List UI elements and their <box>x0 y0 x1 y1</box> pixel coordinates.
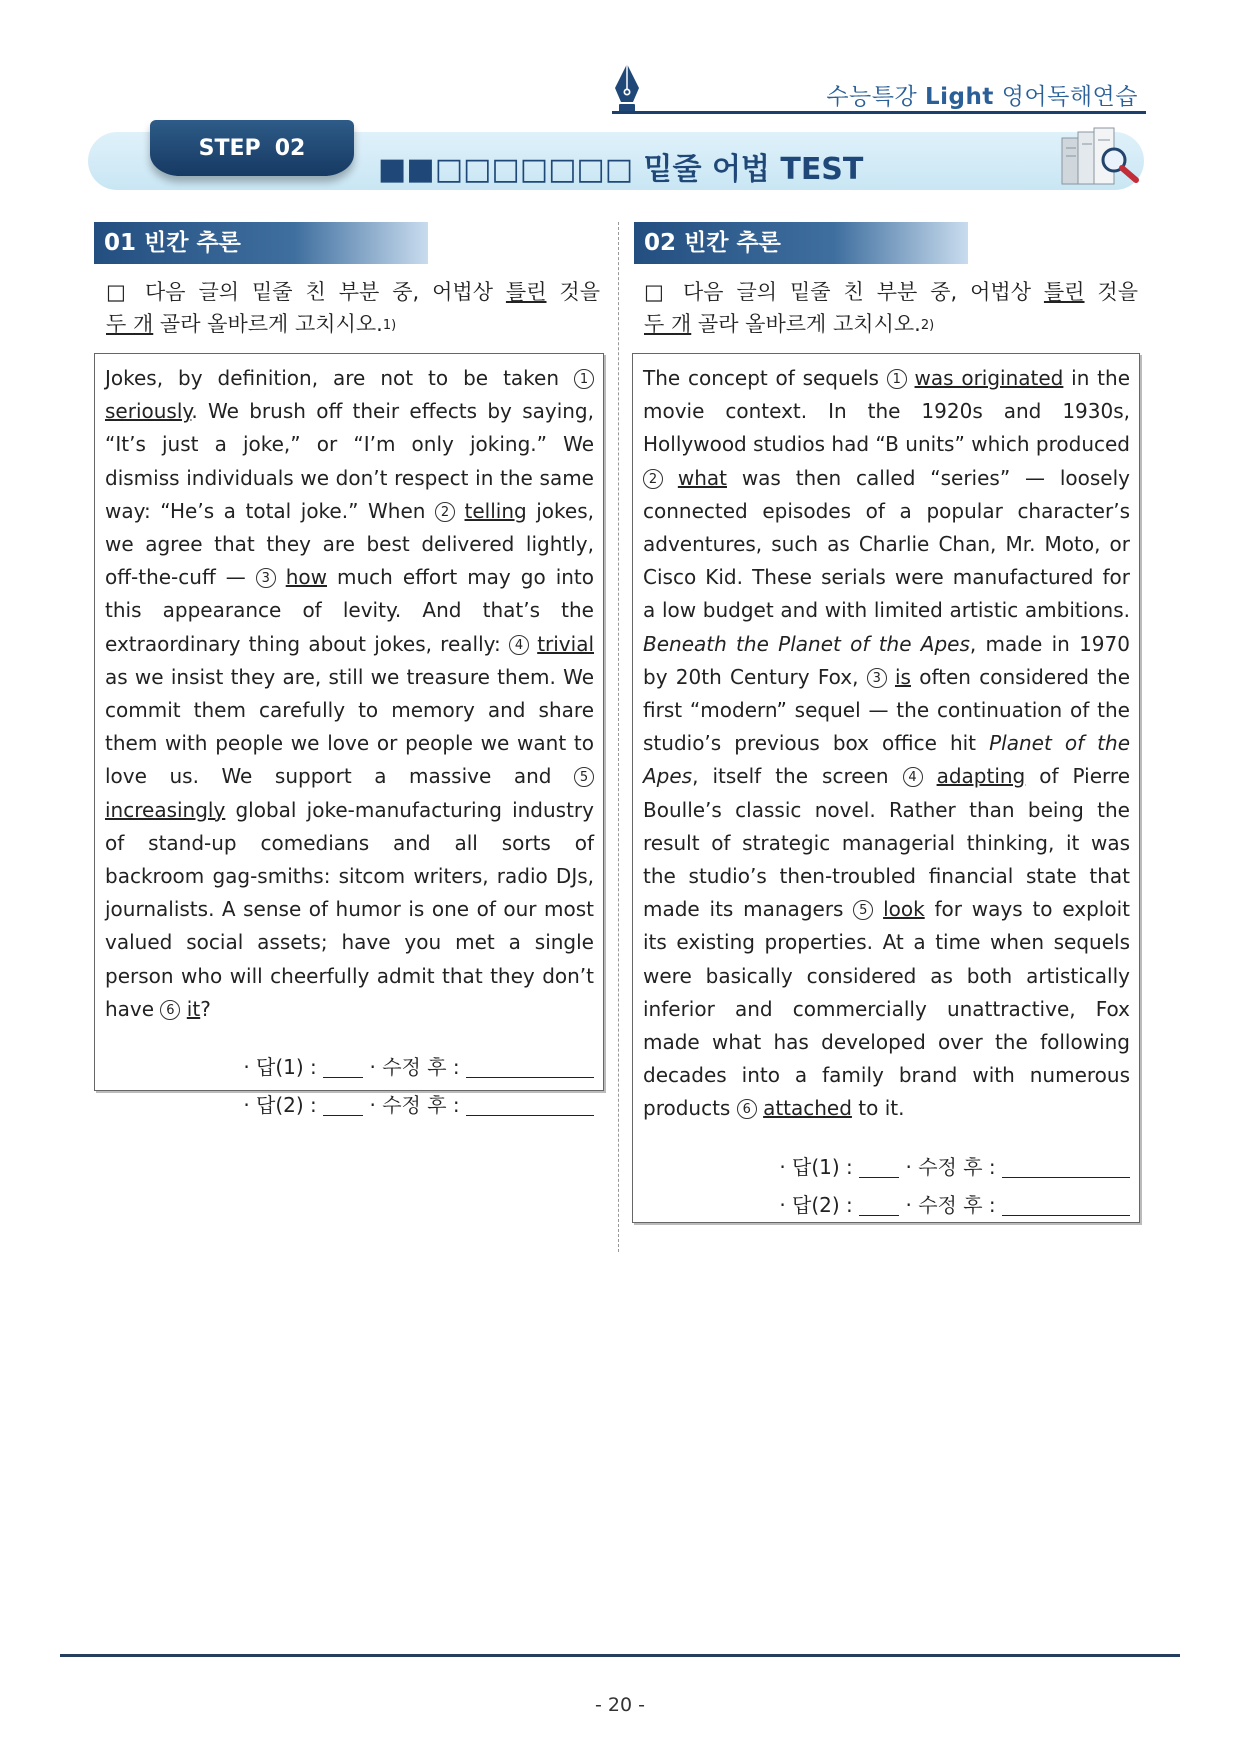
correction-1-blank[interactable] <box>466 1059 594 1078</box>
choice-number: 6 <box>160 1000 180 1020</box>
passage-text: much effort may go into this appearance of levity. And that’s the extraordinary thing about jokes, really: <box>105 565 595 656</box>
passage-text: jokes, we agree that they are best delivered lightly, off-the-cuff — <box>105 498 594 590</box>
section-1-box <box>94 353 604 1118</box>
correction-2-blank[interactable] <box>466 1097 594 1116</box>
column-divider <box>618 222 619 1252</box>
choice-number: 2 <box>643 469 663 489</box>
passage-text: global joke-manufacturing industry of stand-up comedians and all sorts of backroom gag-smiths: sitcom writers, radio DJs, journalists. A sense of humor is one of our most valued social assets; have you met a single person who will cheerfully admit that they don’t have <box>105 797 594 1021</box>
passage-text: ? <box>200 996 211 1021</box>
passage-text <box>923 764 937 788</box>
answer-line-1: · 답(1) : · 수정 후 : <box>643 1148 1130 1186</box>
underlined-phrase: was originated <box>914 366 1064 390</box>
passage-text <box>276 565 286 589</box>
step-number: 02 <box>274 135 306 161</box>
section-1-passage <box>105 362 594 1026</box>
underlined-phrase: how <box>285 565 327 590</box>
passage-text: to it. <box>851 1096 905 1121</box>
magnifier-books-icon <box>1056 124 1146 190</box>
underlined-phrase: trivial <box>537 631 595 656</box>
footnote-1: 1) <box>382 318 397 333</box>
series-subject: 영어독해연습 <box>1001 84 1138 110</box>
passage-text <box>529 632 537 656</box>
fountain-pen-icon <box>612 62 642 114</box>
correction-2-blank[interactable] <box>1002 1197 1130 1216</box>
page-number: - 20 - <box>595 1694 645 1716</box>
choice-number: 1 <box>574 369 594 389</box>
passage-text: in the movie context. In the 1920s and 1930s, Hollywood studios had “B units” which produced <box>643 366 1130 457</box>
underlined-phrase: look <box>883 897 925 922</box>
passage-text: , made in 1970 by 20th Century Fox, <box>643 631 1130 689</box>
footer-divider <box>60 1654 1180 1657</box>
passage-text: , itself the screen <box>692 764 903 789</box>
passage-text: of Pierre Boulle’s classic novel. Rather than being the result of strategic managerial thinking, it was the studio’s then-troubled financial state that made its managers <box>643 764 1130 922</box>
choice-number: 5 <box>574 767 594 787</box>
footnote-2: 2) <box>920 318 935 333</box>
page-title: ■■□□□□□□□ 밑줄 어법 TEST <box>378 152 864 187</box>
choice-number: 3 <box>256 568 276 588</box>
section-1-title: 01 빈칸 추론 <box>94 222 428 264</box>
section-1-instruction: □ 다음 글의 밑줄 친 부분 중, 어법상 틀린 것을 두 개 골라 올바르게 고치시오.$^{1)}$ <box>106 280 601 336</box>
underlined-phrase: adapting <box>936 764 1026 789</box>
passage-text <box>455 499 465 523</box>
choice-number: 4 <box>509 635 529 655</box>
section-2-passage <box>643 362 1130 1126</box>
choice-number: 2 <box>435 502 455 522</box>
choice-number: 1 <box>887 369 907 389</box>
series-title <box>820 78 1138 111</box>
underlined-phrase: increasingly <box>105 797 226 822</box>
passage-text: for ways to exploit its existing properties. At a time when sequels were basically considered as both artistically inferior and commercially unattractive, Fox made what has developed over the following decades into a family brand with numerous products <box>643 897 1130 1121</box>
answer-line-2: · 답(2) : · 수정 후 : <box>643 1186 1130 1224</box>
answer-2-blank[interactable] <box>859 1197 899 1216</box>
answer-1-blank[interactable] <box>859 1159 899 1178</box>
title-italic: Planet of the Apes <box>643 731 1130 789</box>
header-divider <box>612 111 1146 114</box>
section-2-title: 02 빈칸 추론 <box>634 222 968 264</box>
passage-text <box>907 366 915 390</box>
underlined-phrase: is <box>894 664 911 689</box>
underlined-phrase: attached <box>763 1096 852 1121</box>
passage-text <box>663 466 678 490</box>
passage-text: Jokes, by definition, are not to be taken <box>105 366 574 390</box>
answer-line-1: · 답(1) : · 수정 후 : <box>105 1048 594 1086</box>
section-2-answers <box>643 1148 1130 1224</box>
passage-text <box>873 897 883 921</box>
passage-text: often considered the first “modern” sequel — the continuation of the studio’s previous box office hit <box>643 664 1131 756</box>
underlined-phrase: seriously <box>105 399 192 424</box>
section-2-instruction: □ 다음 글의 밑줄 친 부분 중, 어법상 틀린 것을 두 개 골라 올바르게 고치시오.$^{2)}$ <box>644 280 1139 336</box>
passage-text: . We brush off their effects by saying, “It’s just a joke,” or “I’m only joking.” We dismiss individuals we don’t respect in the same way: “He’s a total joke.” When <box>105 399 594 523</box>
choice-number: 5 <box>853 900 873 920</box>
underlined-phrase: it <box>186 996 201 1021</box>
choice-number: 3 <box>867 668 887 688</box>
series-name-ko: 수능특강 <box>826 84 918 110</box>
underlined-phrase: telling <box>464 498 527 523</box>
passage-text: The concept of sequels <box>643 366 887 390</box>
passage-text: as we insist they are, still we treasure them. We commit them carefully to memory and share them with people we love or people we want to love us. We support a massive and <box>105 664 594 789</box>
choice-number: 4 <box>903 767 923 787</box>
passage-text: was then called “series” — loosely connected episodes of a popular character’s adventures, such as Charlie Chan, Mr. Moto, or Cisco Kid. These serials were manufactured for a low budget and with limited artistic ambitions. <box>643 465 1131 623</box>
step-label: STEP <box>198 135 261 161</box>
section-2-box <box>632 353 1140 1223</box>
choice-number: 6 <box>737 1099 757 1119</box>
section-1-answers <box>105 1048 594 1124</box>
answer-1-blank[interactable] <box>323 1059 363 1078</box>
answer-line-2: · 답(2) : · 수정 후 : <box>105 1086 594 1124</box>
step-tab <box>150 120 354 176</box>
correction-1-blank[interactable] <box>1002 1159 1130 1178</box>
underlined-phrase: what <box>677 465 727 490</box>
title-italic: Beneath the Planet of the Apes <box>643 631 970 656</box>
series-name-en: Light <box>925 84 994 110</box>
answer-2-blank[interactable] <box>323 1097 363 1116</box>
passage-text <box>887 665 895 689</box>
